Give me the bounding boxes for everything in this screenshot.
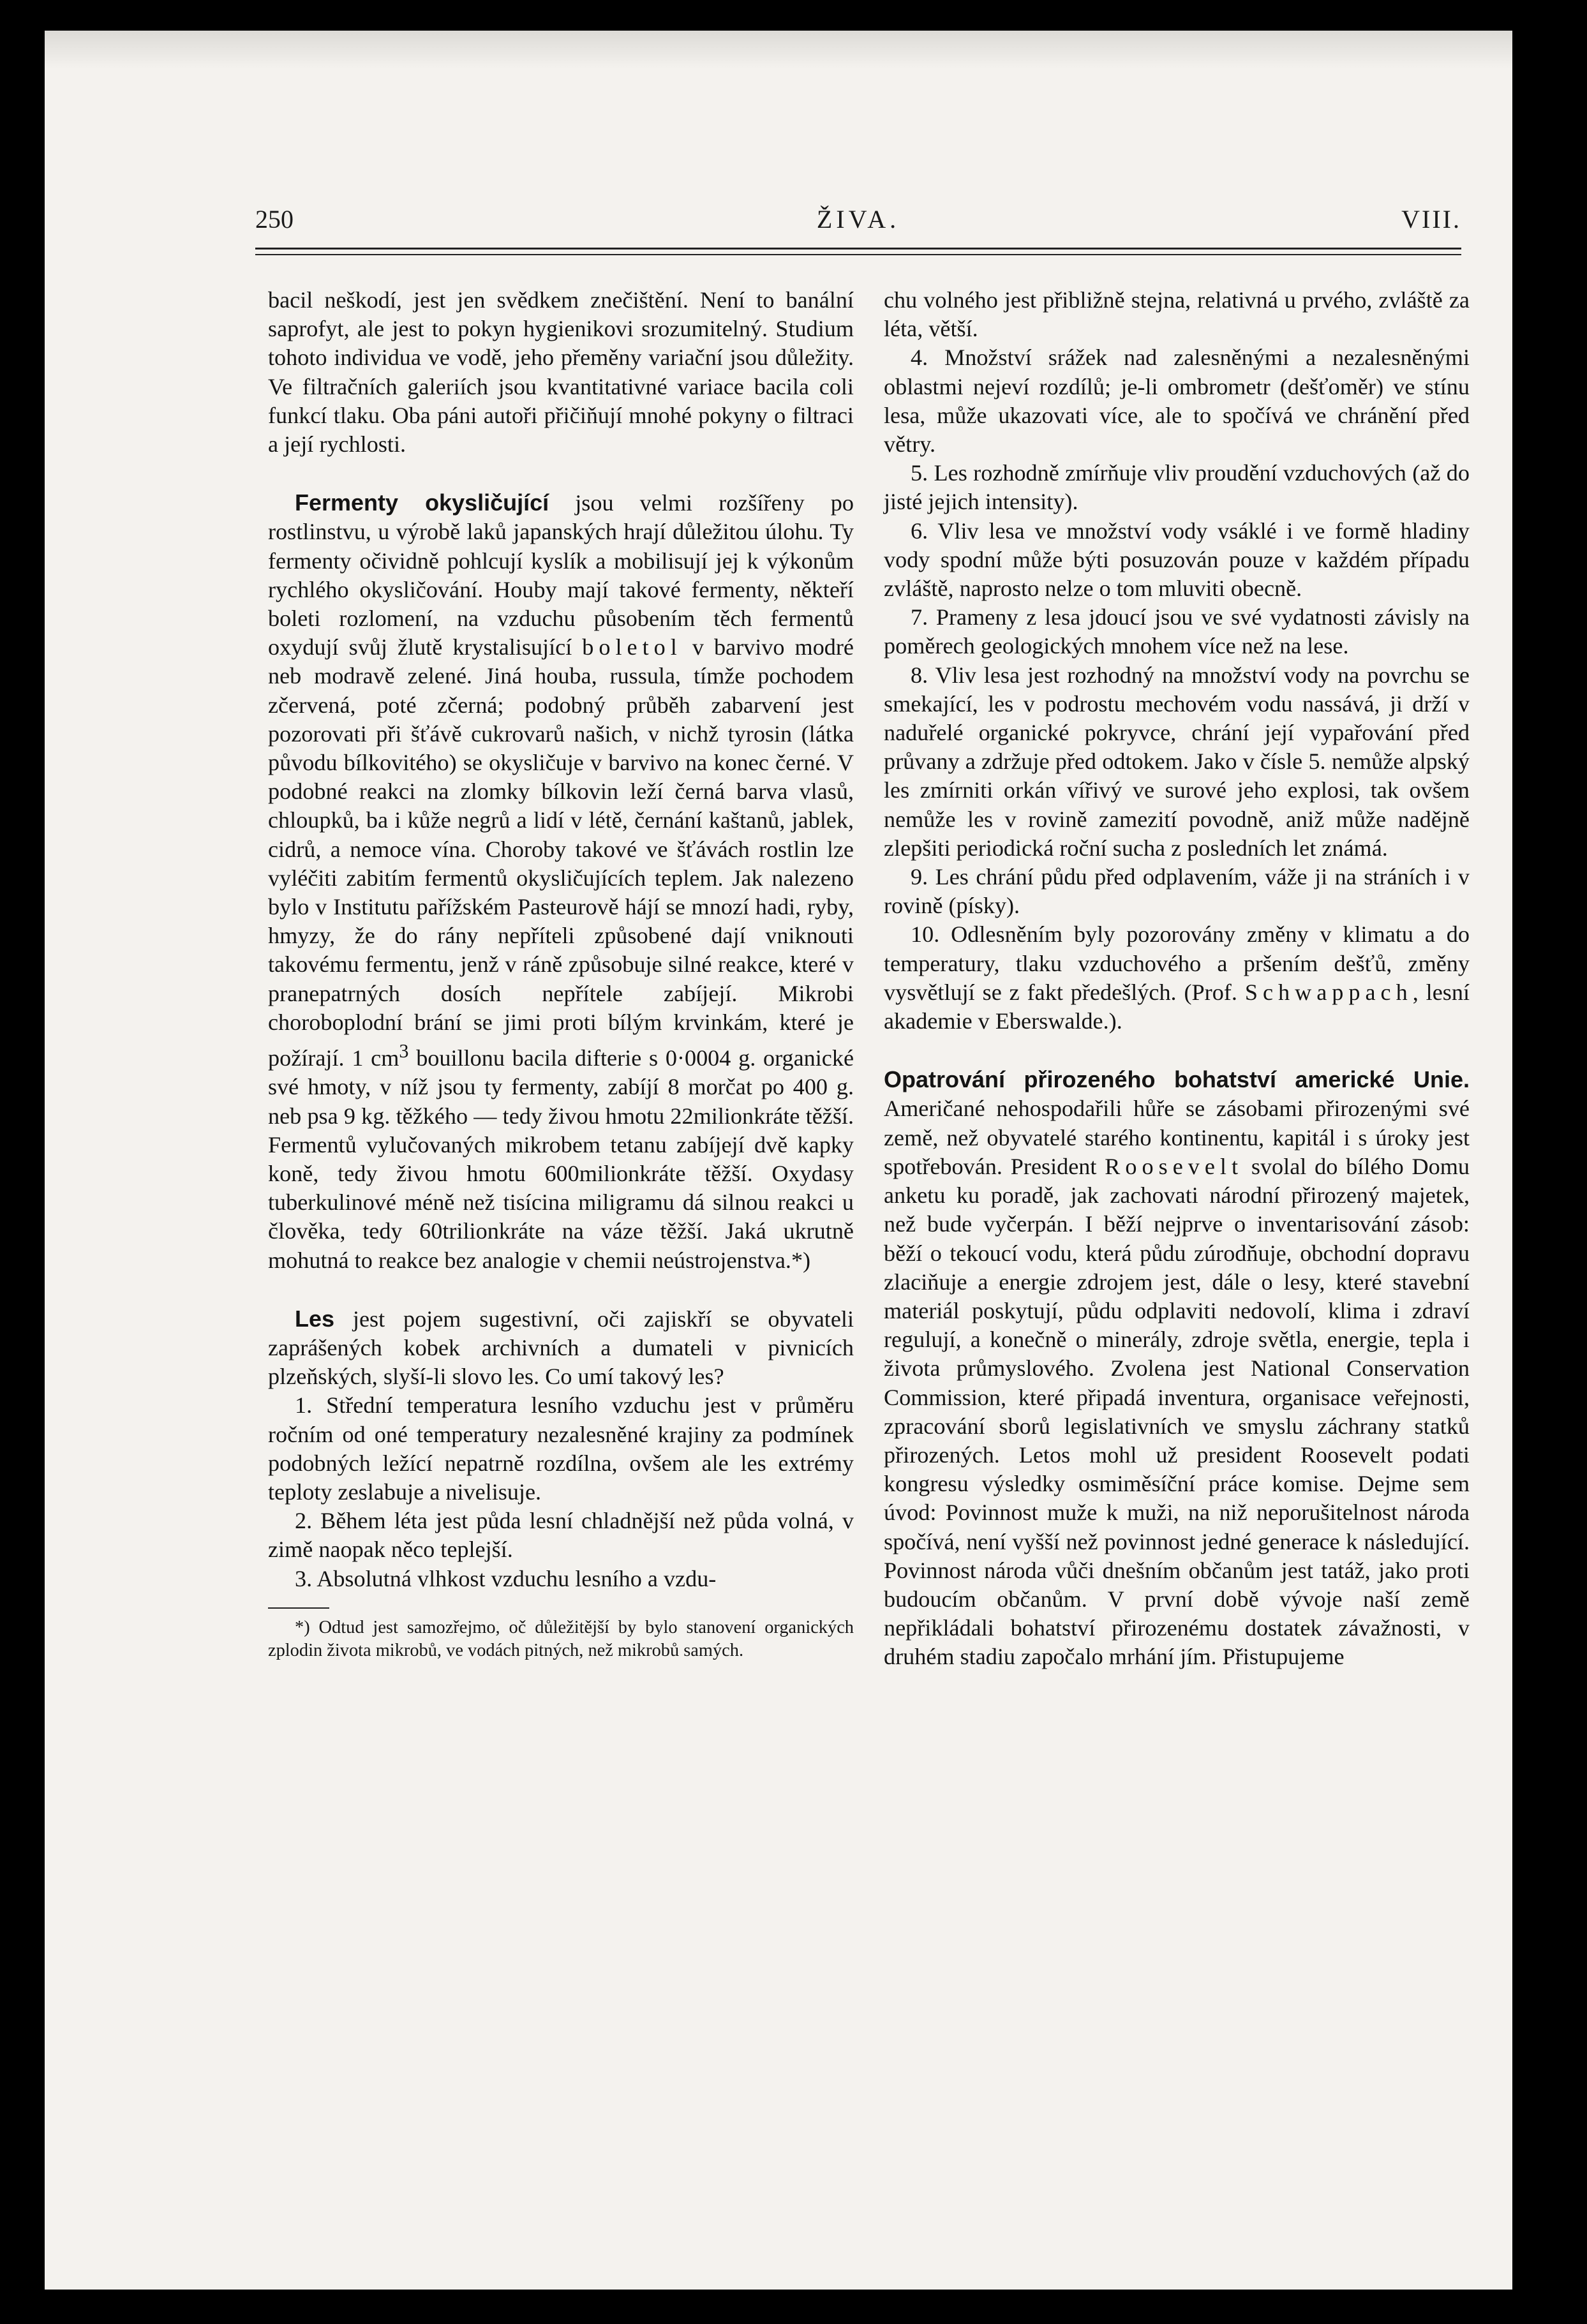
- paragraph-fermenty: Fermenty okysličující jsou velmi rozšířeny po rostlinstvu, u výrobě laků japanských hrají důležitou úlohu. Ty fermenty očividně pohlcují kyslík a mobilisují jej k výkonům rychlého okysličování. Houby mají takové fermenty, někteří boleti rozlomení, na vzduchu působením těch fermentů oxydují svůj žlutě krystalisující boletol v barvivo modré neb modravě zelené. Jiná houba, russula, tímže pochodem zčervená, poté zčerná; podobný průběh zabarvení jest pozorovati při šťávě cukrovarů našich, v nichž tyrosin (látka původu bílkovitého) se okysličuje v barvivo na konec černé. V podobné reakci na zlomky bílkovin leží černá barva vlasů, chloupků, ba i kůže negrů a lidí v létě, černání kaštanů, jablek, cidrů, a nemoce vína. Choroby takové ve šťávách rostlin lze vyléčiti zabitím fermentů okysličujících teplem. Jak nalezeno bylo v Institutu pařížském Pasteurově hájí se mnozí hadi, ryby, hmyzy, že do rány nepříteli způsobené dají vniknouti takovému fermentu, jenž v ráně způsobuje silné reakce, které v pranepatrných dosích nepřítele zabíjejí. Mikrobi choroboplodní brání se jimi proti bílým krvinkám, které je požírají. 1 $cm^3$ bouillonu bacila difterie s 0·0004 g. organické své hmoty, v níž jsou ty fermenty, zabíjí 8 morčat po 400 g. neb psa 9 kg. těžkého — tedy živou hmotu 22milionkráte těžší. Fermentů vylučovaných mikrobem tetanu zabíjejí dvě kapky koně, tedy živou hmotu 600milionkráte těžší. Oxydasy tuberkulinové méně než tisícina miligramu dá silnou reakci u člověka, tedy 60trilionkráte na váze těžší. Jaká ukrutně mohutná to reakce bez analogie v chemii neústrojenstva.*): [268, 489, 854, 1273]
- list-item: 10. Odlesněním byly pozorovány změny v klimatu a do temperatury, tlaku vzduchového a pršením dešťů, změny vysvětlují se z fakt předešlých. (Prof. Schwappach, lesní akademie v Eberswalde.).: [884, 921, 1470, 1034]
- list-item: 8. Vliv lesa jest rozhodný na množství vody na povrchu se smekající, les v podrostu mechovém vodu nassává, ji drží v naduřelé organické pokryvce, chrání její vypařování před průvany a zdržuje před odtokem. Jako v čísle 5. nemůže alpský les zmírniti orkán vířivý ve surové jeho explosi, tak ovšem nemůže les v rovině zamezití povodně, aniž může nadějně zlepšiti periodická roční sucha z posledních let známá.: [884, 662, 1470, 861]
- name-schwappach: Schwappach: [1244, 979, 1413, 1005]
- running-header: [255, 204, 1461, 242]
- scan-edge: [45, 31, 1512, 69]
- footnote-rule: [268, 1607, 329, 1609]
- volume-number: VIII.: [1401, 205, 1461, 234]
- name-roosevelt: Roosevelt: [1105, 1153, 1244, 1179]
- list-item: 4. Množství srážek nad zalesněnými a nezalesněnými oblastmi nejeví rozdílů; je-li ombrometr (dešťoměr) ve stínu lesa, může ukazovati více, ale to spočívá ve chránění před větry.: [884, 345, 1470, 458]
- term-boletol: boletol: [582, 634, 682, 660]
- paragraph-opatrovani: Opatrování přirozeného bohatství americké Unie. Američané nehospodařili hůře se zásobami přirozenými své země, než obyvatelé starého kontinentu, kapitál i s úroky jest spotřebován. President Roosevelt svolal do bílého Domu anketu ku poradě, jak zachovati národní přirozený majetek, než bude vyčerpán. I běží nejprve o inventarisování zásob: běží o tekoucí vodu, která půdu zúrodňuje, obchodní dopravu zlaciňuje a energie zdrojem jest, dále o lesy, které stavební materiál poskytují, půdu odplaviti nedovolí, klima i zdraví regulují, a konečně o minerály, zdroje světla, energie, tepla i života průmyslového. Zvolena jest National Conservation Commission, které připadá inventura, organisace veřejnosti, zpracování sborů legislativních ve smyslu záchrany statků přirozených. Letos mohl už president Roosevelt podati kongresu výsledky osmiměsíční práce komise. Dejme sem úvod: Povinnost muže k muži, na niž neporušitelnost národa spočívá, není vyšší než povinnost jedné generace k následující. Povinnost národa vůči dnešním občanům jest tatáž, jako proti budoucím občanům. V první době vývoje naší země nepřikládali bohatství přirozenému dostatek závažnosti, v druhém stadiu započalo mrhání jím. Přistupujeme: [884, 1066, 1470, 1670]
- list-item: 7. Prameny z lesa jdoucí jsou ve své vydatnosti závisly na poměrech geologických mnohem více než na lese.: [884, 604, 1470, 659]
- list-item: 3. Absolutná vlhkost vzduchu lesního a vzdu-: [295, 1565, 717, 1591]
- footnote: *) Odtud jest samozřejmo, oč důležitější by bylo stanovení organických zplodin života mikrobů, ve vodách pitných, než mikrobů samých.: [268, 1617, 854, 1660]
- scanned-page: [45, 31, 1512, 2290]
- list-item: 6. Vliv lesa ve množství vody vsáklé i ve formě hladiny vody spodní může býti posuzován pouze v každém případu zvláště, naprosto nelze o tom mluviti obecně.: [884, 518, 1470, 602]
- list-item-continued: chu volného jest přibližně stejna, relativná u prvého, zvláště za léta, větší.: [884, 287, 1470, 342]
- paragraph-bacil: bacil neškodí, jest jen svědkem znečištění. Není to banální saprofyt, ale jest to pokyn hygienikovi srozumitelný. Studium tohoto individua ve vodě, jeho přeměny variační jsou důležity. Ve filtračních galeriích jsou kvantitativné variace bacila coli funkcí tlaku. Oba páni autoři přičiňují mnohé pokyny o filtraci a její rychlosti.: [268, 287, 854, 458]
- left-column: [268, 286, 854, 1662]
- header-rule-thin: [255, 254, 1461, 255]
- paragraph-les: Les jest pojem sugestivní, oči zajiskří se obyvateli zaprášených kobek archivních a dumateli v pivnicích plzeňských, slyší-li slovo les. Co umí takový les?: [268, 1305, 854, 1390]
- right-column: [884, 286, 1470, 1672]
- page-number: 250: [255, 205, 294, 234]
- list-item: 9. Les chrání půdu před odplavením, váže ji na stráních i v rovině (písky).: [884, 864, 1470, 919]
- journal-title: ŽIVA.: [816, 205, 900, 234]
- section-heading-les: Les: [295, 1305, 335, 1332]
- list-item: 5. Les rozhodně zmírňuje vliv proudění vzduchových (až do jisté jejich intensity).: [884, 460, 1470, 515]
- header-rule: [255, 248, 1461, 250]
- list-item: 2. Během léta jest půda lesní chladnější než půda volná, v zimě naopak něco teplejší.: [268, 1508, 854, 1563]
- section-heading-fermenty: Fermenty okysličující: [295, 489, 549, 516]
- list-item: 1. Střední temperatura lesního vzduchu jest v průměru ročním od oné temperatury nezalesněné krajiny za podmínek podobných ležící nepatrně rozdílna, ovšem ale les extrémy teploty zeslabuje a nivelisuje.: [268, 1392, 854, 1505]
- section-heading-opatrovani: Opatrování přirozeného bohatství americké Unie.: [884, 1066, 1470, 1093]
